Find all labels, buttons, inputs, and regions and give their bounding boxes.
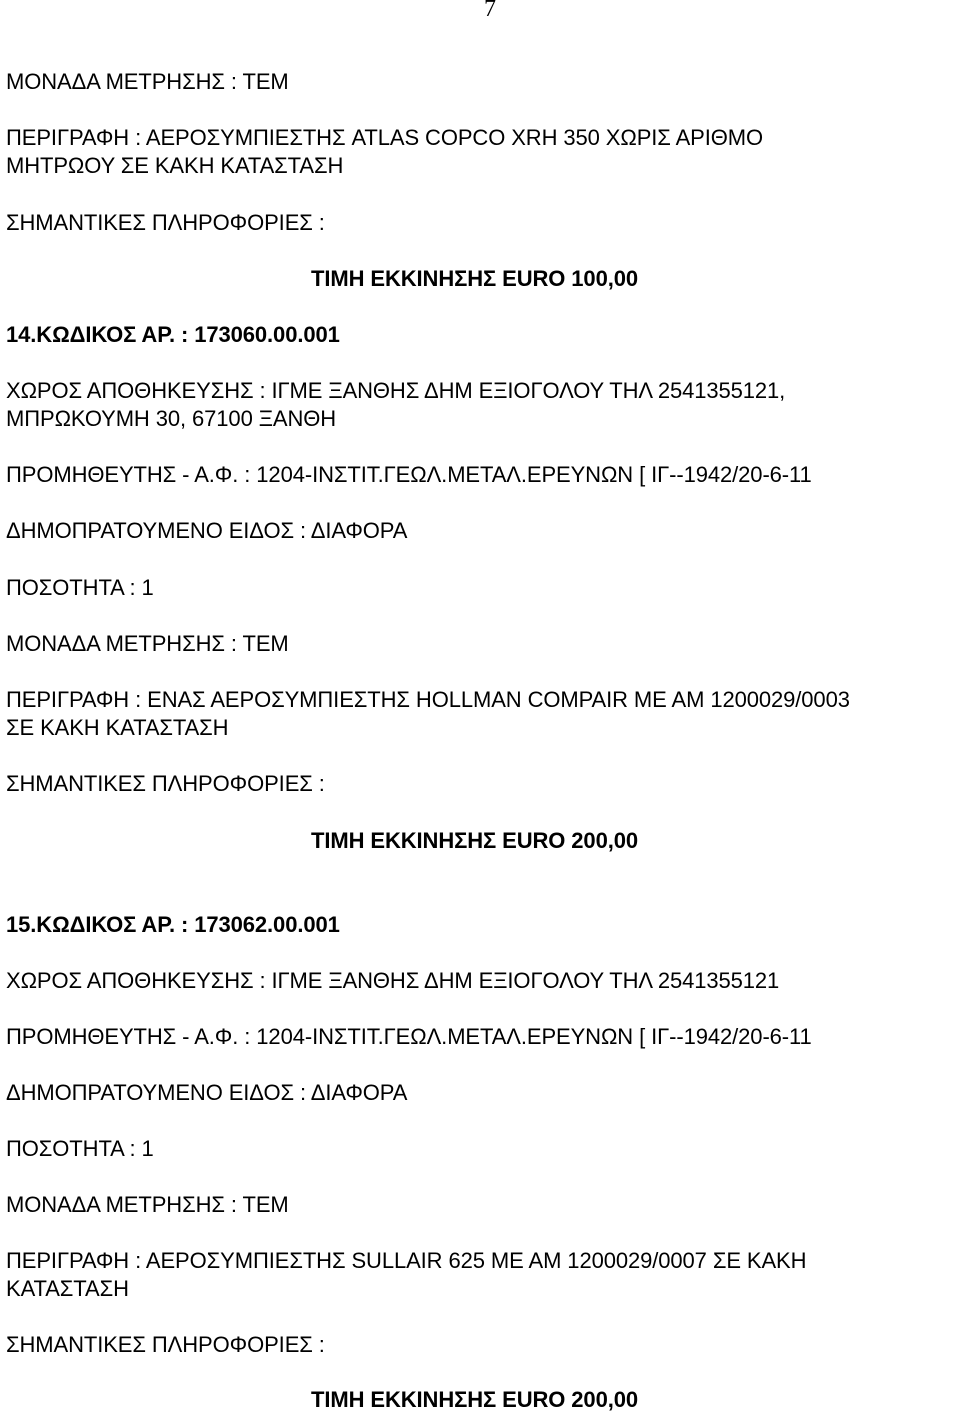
starting-price-line: ΤΙΜΗ ΕΚΚΙΝΗΣΗΣ EURO 200,00 [311,828,638,853]
starting-price-line: ΤΙΜΗ ΕΚΚΙΝΗΣΗΣ EURO 100,00 [311,266,638,291]
unit-of-measure-line: ΜΟΝΑΔΑ ΜΕΤΡΗΣΗΣ : ΤΕΜ [6,1192,289,1217]
auctioned-item-type-line: ΔΗΜΟΠΡΑΤΟΥΜΕΝΟ ΕΙΔΟΣ : ΔΙΑΦΟΡΑ [6,1080,408,1105]
description-line-continued: ΜΗΤΡΩΟΥ ΣΕ ΚΑΚΗ ΚΑΤΑΣΤΑΣΗ [6,153,344,178]
storage-location-line: ΧΩΡΟΣ ΑΠΟΘΗΚΕΥΣΗΣ : ΙΓΜΕ ΞΑΝΘΗΣ ΔΗΜ ΕΞΙΟΓΟΛΟΥ ΤΗΛ 2541355121 [6,968,780,993]
description-line-continued: ΣΕ ΚΑΚΗ ΚΑΤΑΣΤΑΣΗ [6,715,229,740]
supplier-line: ΠΡΟΜΗΘΕΥΤΗΣ - Α.Φ. : 1204-ΙΝΣΤΙΤ.ΓΕΩΛ.ΜΕΤΑΛ.ΕΡΕΥΝΩΝ [ ΙΓ--1942/20-6-11 [6,1024,812,1049]
important-info-line: ΣΗΜΑΝΤΙΚΕΣ ΠΛΗΡΟΦΟΡΙΕΣ : [6,210,325,235]
quantity-line: ΠΟΣΟΤΗΤΑ : 1 [6,1136,154,1161]
starting-price-line: ΤΙΜΗ ΕΚΚΙΝΗΣΗΣ EURO 200,00 [311,1387,638,1412]
description-line-continued: ΚΑΤΑΣΤΑΣΗ [6,1276,129,1301]
storage-location-line: ΧΩΡΟΣ ΑΠΟΘΗΚΕΥΣΗΣ : ΙΓΜΕ ΞΑΝΘΗΣ ΔΗΜ ΕΞΙΟΓΟΛΟΥ ΤΗΛ 2541355121, [6,378,786,403]
storage-location-line-continued: ΜΠΡΩΚΟΥΜΗ 30, 67100 ΞΑΝΘΗ [6,406,337,431]
supplier-line: ΠΡΟΜΗΘΕΥΤΗΣ - Α.Φ. : 1204-ΙΝΣΤΙΤ.ΓΕΩΛ.ΜΕΤΑΛ.ΕΡΕΥΝΩΝ [ ΙΓ--1942/20-6-11 [6,462,812,487]
important-info-line: ΣΗΜΑΝΤΙΚΕΣ ΠΛΗΡΟΦΟΡΙΕΣ : [6,771,325,796]
description-line: ΠΕΡΙΓΡΑΦΗ : ΑΕΡΟΣΥΜΠΙΕΣΤΗΣ SULLAIR 625 ΜΕ ΑΜ 1200029/0007 ΣΕ ΚΑΚΗ [6,1248,807,1273]
item-code-heading: 15.ΚΩΔΙΚΟΣ ΑΡ. : 173062.00.001 [6,912,340,937]
auctioned-item-type-line: ΔΗΜΟΠΡΑΤΟΥΜΕΝΟ ΕΙΔΟΣ : ΔΙΑΦΟΡΑ [6,518,408,543]
page-number: 7 [484,0,496,22]
unit-of-measure-line: ΜΟΝΑΔΑ ΜΕΤΡΗΣΗΣ : ΤΕΜ [6,631,289,656]
description-line: ΠΕΡΙΓΡΑΦΗ : ΕΝΑΣ ΑΕΡΟΣΥΜΠΙΕΣΤΗΣ HOLLMAN COMPAIR ΜΕ ΑΜ 1200029/0003 [6,687,850,712]
description-line: ΠΕΡΙΓΡΑΦΗ : ΑΕΡΟΣΥΜΠΙΕΣΤΗΣ ATLAS COPCO XRH 350 ΧΩΡΙΣ ΑΡΙΘΜΟ [6,125,764,150]
quantity-line: ΠΟΣΟΤΗΤΑ : 1 [6,575,154,600]
important-info-line: ΣΗΜΑΝΤΙΚΕΣ ΠΛΗΡΟΦΟΡΙΕΣ : [6,1332,325,1357]
unit-of-measure-line: ΜΟΝΑΔΑ ΜΕΤΡΗΣΗΣ : ΤΕΜ [6,69,289,94]
item-code-heading: 14.ΚΩΔΙΚΟΣ ΑΡ. : 173060.00.001 [6,322,340,347]
